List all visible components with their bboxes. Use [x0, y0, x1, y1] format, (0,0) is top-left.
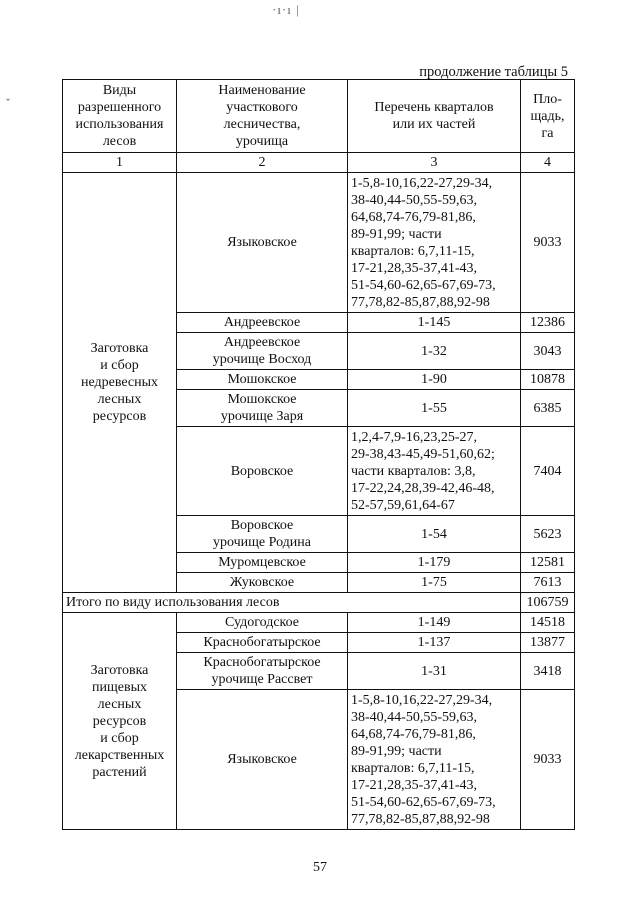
table-row [63, 173, 575, 313]
area-value: 7613 [521, 573, 575, 593]
forestry-name: Языковское [177, 690, 348, 830]
forestry-name: Мошокское урочище Заря [177, 390, 348, 427]
header-quarters: Перечень кварталов или их частей [348, 80, 521, 153]
area-value: 3418 [521, 653, 575, 690]
table-continuation-caption: продолжение таблицы 5 [419, 64, 568, 80]
forestry-name: Краснобогатырское урочище Рассвет [177, 653, 348, 690]
area-value: 9033 [521, 173, 575, 313]
quarters-list: 1-5,8-10,16,22-27,29-34, 38-40,44-50,55-59,63, 64,68,74-76,79-81,86, 89-91,99; части кварталов: 6,7,11-15, 17-21,28,35-37,41-43, 51-54,60-62,65-67,69-73, 77,78,82-85,87,88,92-98 [348, 173, 521, 313]
header-forestry-name: Наименование участкового лесничества, урочища [177, 80, 348, 153]
column-number: 1 [63, 153, 177, 173]
quarters-list: 1-90 [348, 370, 521, 390]
forestry-name: Андреевское [177, 313, 348, 333]
quarters-list: 1-75 [348, 573, 521, 593]
quarters-list: 1,2,4-7,9-16,23,25-27, 29-38,43-45,49-51,60,62; части кварталов: 3,8, 17-22,24,28,39-42,46-48, 52-57,59,61,64-67 [348, 427, 521, 516]
area-value: 7404 [521, 427, 575, 516]
quarters-list: 1-55 [348, 390, 521, 427]
page-number: 57 [313, 860, 327, 875]
scan-mark-top: ·ı·ı | [272, 2, 300, 17]
forestry-name: Воровское [177, 427, 348, 516]
forestry-name: Воровское урочище Родина [177, 516, 348, 553]
quarters-list: 1-137 [348, 633, 521, 653]
use-type-cell: Заготовка и сбор недревесных лесных ресурсов [63, 173, 177, 593]
column-number-row [63, 153, 575, 173]
forest-use-table [62, 79, 575, 830]
column-number: 2 [177, 153, 348, 173]
header-row [63, 80, 575, 153]
column-number: 4 [521, 153, 575, 173]
quarters-list: 1-31 [348, 653, 521, 690]
forestry-name: Андреевское урочище Восход [177, 333, 348, 370]
forestry-name: Судогодское [177, 613, 348, 633]
area-value: 3043 [521, 333, 575, 370]
column-number: 3 [348, 153, 521, 173]
scan-mark-left: ˇ [6, 96, 10, 110]
forestry-name: Краснобогатырское [177, 633, 348, 653]
table-row [63, 613, 575, 633]
total-label: Итого по виду использования лесов [63, 593, 521, 613]
quarters-list: 1-145 [348, 313, 521, 333]
header-area: Пло- щадь, га [521, 80, 575, 153]
area-value: 9033 [521, 690, 575, 830]
quarters-list: 1-32 [348, 333, 521, 370]
quarters-list: 1-5,8-10,16,22-27,29-34, 38-40,44-50,55-59,63, 64,68,74-76,79-81,86, 89-91,99; части кварталов: 6,7,11-15, 17-21,28,35-37,41-43, 51-54,60-62,65-67,69-73, 77,78,82-85,87,88,92-98 [348, 690, 521, 830]
area-value: 14518 [521, 613, 575, 633]
area-value: 12581 [521, 553, 575, 573]
area-value: 13877 [521, 633, 575, 653]
forestry-name: Языковское [177, 173, 348, 313]
quarters-list: 1-54 [348, 516, 521, 553]
quarters-list: 1-179 [348, 553, 521, 573]
area-value: 12386 [521, 313, 575, 333]
area-value: 6385 [521, 390, 575, 427]
area-value: 10878 [521, 370, 575, 390]
forestry-name: Муромцевское [177, 553, 348, 573]
forestry-name: Жуковское [177, 573, 348, 593]
area-value: 5623 [521, 516, 575, 553]
use-type-cell: Заготовка пищевых лесных ресурсов и сбор лекарственных растений [63, 613, 177, 830]
quarters-list: 1-149 [348, 613, 521, 633]
total-area: 106759 [521, 593, 575, 613]
total-row [63, 593, 575, 613]
header-use-type: Виды разрешенного использования лесов [63, 80, 177, 153]
forestry-name: Мошокское [177, 370, 348, 390]
